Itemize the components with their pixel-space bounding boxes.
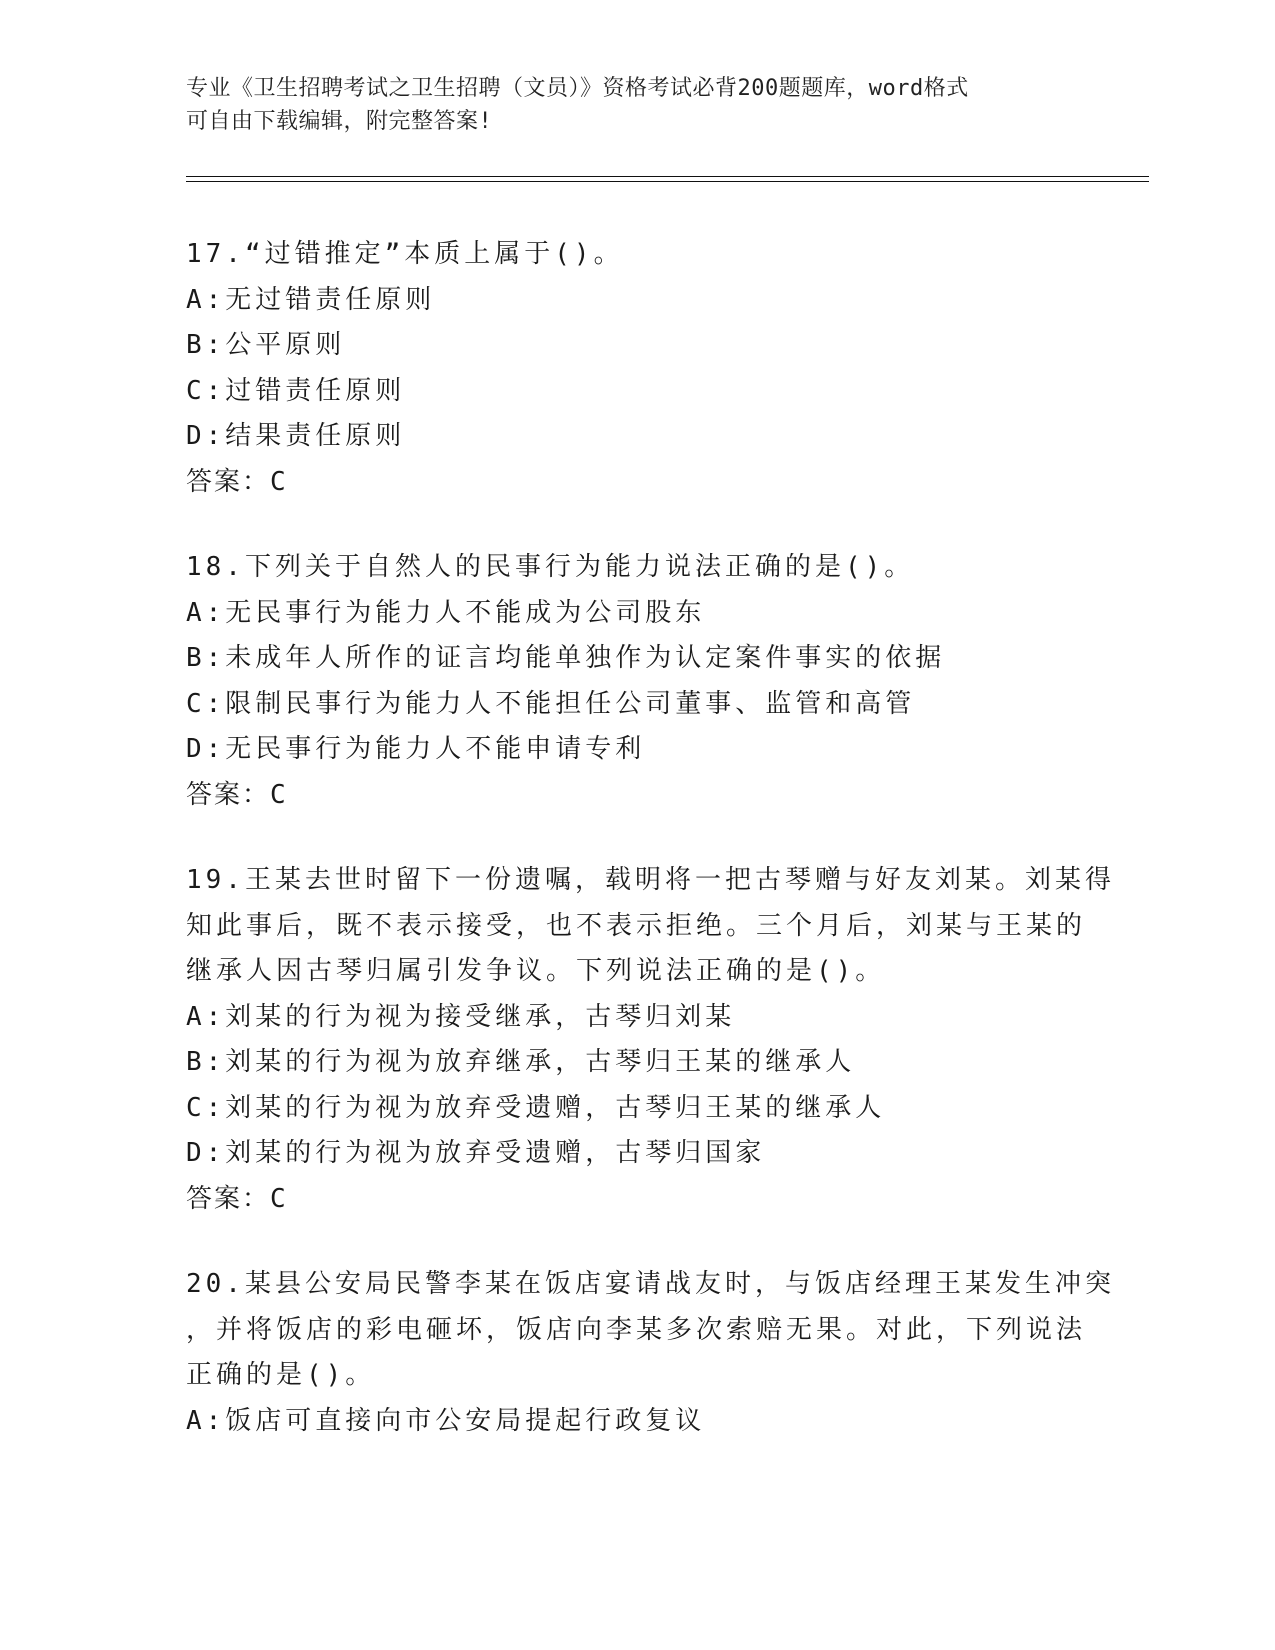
question-20 — [186, 1262, 1115, 1444]
option-b: B:公平原则 — [186, 330, 346, 360]
header-line: 可自由下载编辑，附完整答案! — [186, 109, 493, 134]
option-c: C:过错责任原则 — [186, 375, 406, 406]
question-list — [186, 232, 1115, 1484]
question-text: 17.“过错推定”本质上属于()。 — [186, 239, 624, 269]
header-divider — [186, 176, 1149, 182]
option-c: C:刘某的行为视为放弃受遗赠，古琴归王某的继承人 — [186, 1092, 886, 1123]
option-b: B:未成年人所作的证言均能单独作为认定案件事实的依据 — [186, 643, 946, 673]
answer: 答案：C — [186, 466, 288, 497]
answer: 答案：C — [186, 779, 288, 810]
option-d: D:刘某的行为视为放弃受遗赠，古琴归国家 — [186, 1138, 766, 1168]
option-a: A:无过错责任原则 — [186, 284, 436, 315]
question-18 — [186, 545, 1086, 818]
question-text: 正确的是()。 — [186, 1360, 376, 1390]
question-text: 继承人因古琴归属引发争议。下列说法正确的是()。 — [186, 956, 886, 986]
option-c: C:限制民事行为能力人不能担任公司董事、监管和高管 — [186, 688, 916, 719]
question-text: ，并将饭店的彩电砸坏，饭店向李某多次索赔无果。对此，下列说法 — [186, 1314, 1087, 1345]
answer: 答案：C — [186, 1183, 288, 1214]
question-text: 知此事后，既不表示接受，也不表示拒绝。三个月后，刘某与王某的 — [186, 910, 1087, 941]
option-a: A:饭店可直接向市公安局提起行政复议 — [186, 1405, 706, 1436]
option-d: D:结果责任原则 — [186, 421, 406, 451]
question-17 — [186, 232, 1086, 505]
option-a: A:无民事行为能力人不能成为公司股东 — [186, 597, 706, 628]
option-a: A:刘某的行为视为接受继承，古琴归刘某 — [186, 1001, 736, 1032]
option-b: B:刘某的行为视为放弃继承，古琴归王某的继承人 — [186, 1047, 856, 1077]
question-19 — [186, 858, 1115, 1222]
document-header — [186, 72, 1066, 138]
question-text: 19.王某去世时留下一份遗嘱，载明将一把古琴赠与好友刘某。刘某得 — [186, 865, 1115, 895]
question-text: 18.下列关于自然人的民事行为能力说法正确的是()。 — [186, 552, 915, 582]
header-line: 专业《卫生招聘考试之卫生招聘（文员）》资格考试必背200题题库，word格式 — [186, 76, 969, 101]
option-d: D:无民事行为能力人不能申请专利 — [186, 734, 646, 764]
question-text: 20.某县公安局民警李某在饭店宴请战友时，与饭店经理王某发生冲突 — [186, 1269, 1115, 1299]
